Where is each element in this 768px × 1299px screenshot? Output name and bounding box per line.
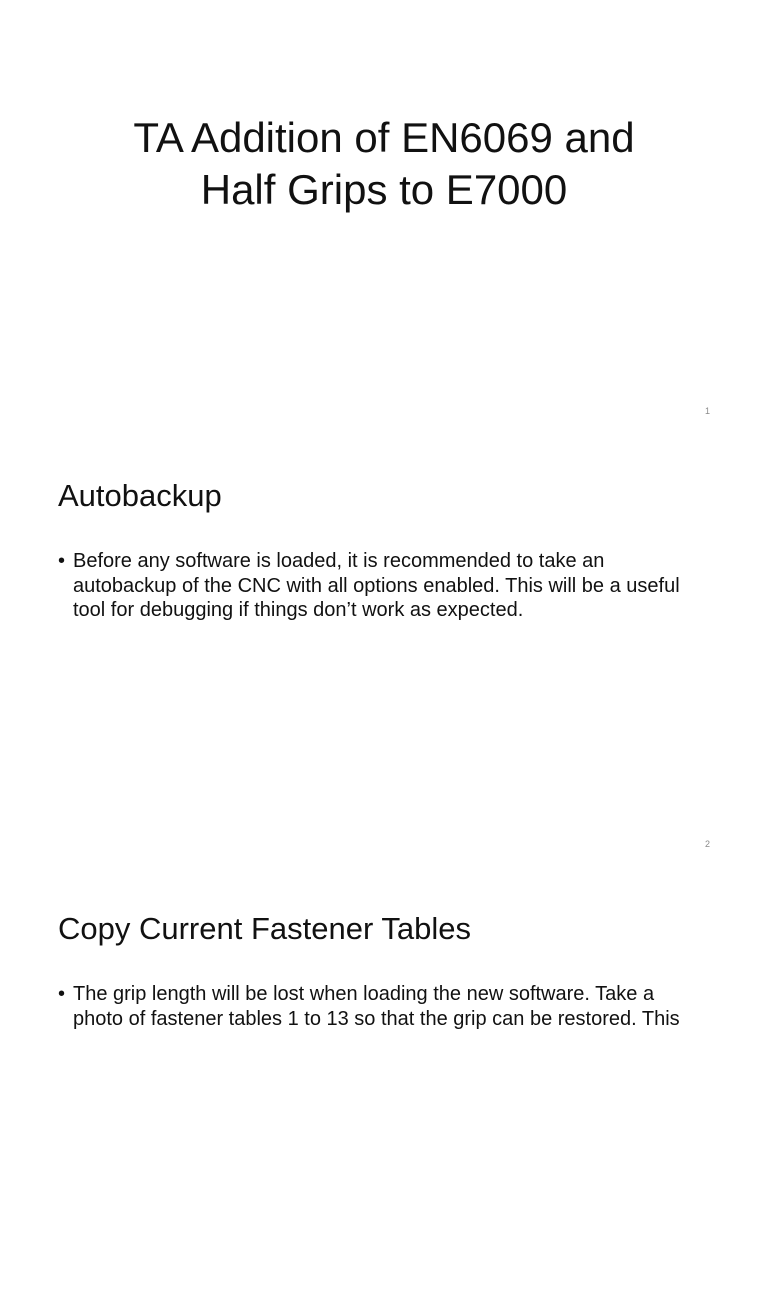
slide-1 (0, 0, 768, 433)
bullet-icon: • (58, 550, 66, 572)
bullet-icon: • (58, 983, 66, 1005)
bullet-list (58, 549, 708, 623)
bullet-text: Before any software is loaded, it is recommended to take an autobackup of the CNC with all options enabled. This will be a useful tool for debugging if things don’t work as expected. (73, 550, 680, 621)
presentation-title (0, 112, 768, 216)
title-line-1: TA Addition of EN6069 and (133, 114, 635, 161)
slide-heading: Autobackup (58, 478, 222, 513)
slide-3 (0, 866, 768, 1299)
slide-number: 1 (704, 406, 710, 416)
title-line-2: Half Grips to E7000 (200, 166, 568, 213)
bullet-item (58, 549, 708, 623)
slide-number: 2 (704, 839, 710, 849)
bullet-text: The grip length will be lost when loading the new software. Take a photo of fastener tables 1 to 13 so that the grip can be restored. This (73, 983, 680, 1030)
slide-heading: Copy Current Fastener Tables (58, 911, 471, 946)
slide-2 (0, 433, 768, 866)
